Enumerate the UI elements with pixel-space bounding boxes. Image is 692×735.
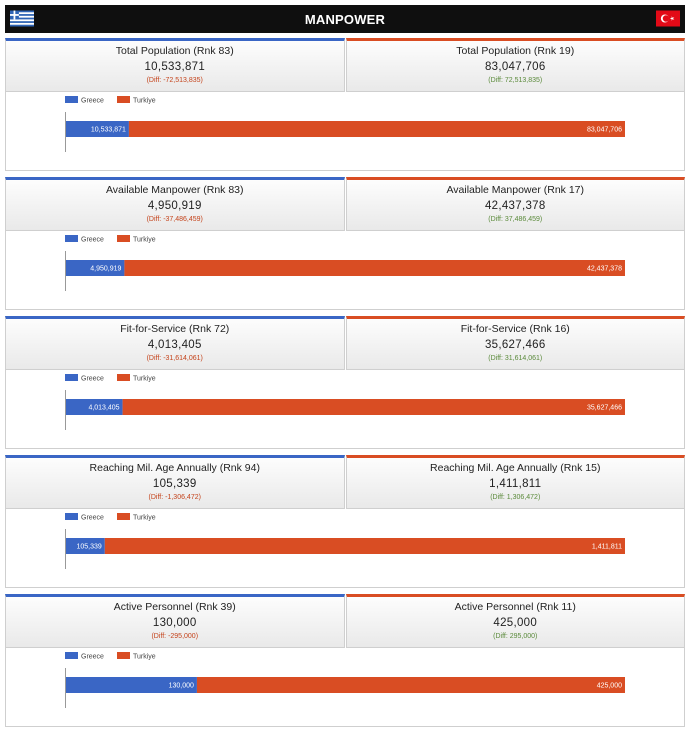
stat-label: Fit-for-Service (Rnk 16) (460, 323, 570, 335)
stat-value: 425,000 (493, 617, 538, 629)
turkey-flag-icon (656, 10, 680, 27)
stat-diff: (Diff: -1,306,472) (148, 494, 201, 501)
stat-diff: (Diff: -295,000) (151, 633, 199, 640)
data-label: 105,339 (76, 543, 102, 551)
stat-diff: (Diff: 72,513,835) (488, 77, 543, 84)
stat-label: Reaching Mil. Age Annually (Rnk 94) (89, 462, 260, 474)
panel-header (5, 5, 685, 33)
legend-swatch (65, 96, 78, 103)
page-title: MANPOWER (304, 11, 386, 27)
greece-flag-icon (10, 10, 34, 27)
greece-stat-card (5, 316, 345, 370)
bar (197, 677, 625, 693)
stat-value: 35,627,466 (484, 339, 546, 351)
stat-diff: (Diff: -37,486,459) (146, 216, 203, 223)
data-label: 4,950,919 (90, 265, 122, 273)
stat-label: Active Personnel (Rnk 39) (113, 601, 236, 613)
stat-section (5, 455, 685, 589)
data-label: 35,627,466 (586, 404, 622, 412)
legend-swatch (117, 374, 130, 381)
comparison-chart (5, 648, 685, 727)
stat-diff: (Diff: -72,513,835) (146, 77, 203, 84)
stat-diff: (Diff: 31,614,061) (488, 355, 543, 362)
stat-section (5, 177, 685, 311)
data-label: 130,000 (168, 682, 194, 690)
turkiye-stat-card (346, 594, 686, 648)
stat-value: 4,013,405 (147, 339, 202, 351)
data-label: 1,411,811 (591, 543, 622, 551)
greece-stat-card (5, 38, 345, 92)
data-label: 42,437,378 (586, 265, 622, 273)
stat-value: 83,047,706 (484, 61, 546, 73)
stat-label: Reaching Mil. Age Annually (Rnk 15) (430, 462, 601, 474)
stat-row (5, 38, 685, 92)
stat-value: 4,950,919 (147, 200, 202, 212)
stat-diff: (Diff: -31,614,061) (146, 355, 203, 362)
stat-value: 42,437,378 (484, 200, 546, 212)
legend-swatch (117, 513, 130, 520)
stat-value: 130,000 (152, 617, 197, 629)
stat-section (5, 38, 685, 172)
greece-stat-card (5, 455, 345, 509)
stat-label: Available Manpower (Rnk 17) (446, 184, 585, 196)
stat-label: Active Personnel (Rnk 11) (454, 601, 576, 613)
data-label: 83,047,706 (586, 126, 622, 134)
greece-stat-card (5, 177, 345, 231)
legend-swatch (117, 235, 130, 242)
legend-swatch (65, 235, 78, 242)
stat-label: Available Manpower (Rnk 83) (105, 184, 244, 196)
turkiye-stat-card (346, 316, 686, 370)
stat-value: 10,533,871 (144, 61, 206, 73)
stat-label: Total Population (Rnk 19) (456, 45, 575, 57)
bar-chart (6, 648, 684, 726)
bar (105, 538, 625, 554)
legend-label: Greece (81, 97, 104, 105)
stat-value: 105,339 (152, 478, 197, 490)
bar-chart (6, 231, 684, 309)
stat-row (5, 594, 685, 648)
legend-label: Turkiye (133, 97, 156, 105)
stat-diff: (Diff: 295,000) (493, 633, 538, 640)
legend-label: Greece (81, 653, 104, 661)
legend-swatch (65, 513, 78, 520)
bar (123, 399, 625, 415)
stat-label: Total Population (Rnk 83) (115, 45, 234, 57)
stat-section (5, 594, 685, 728)
legend-swatch (117, 96, 130, 103)
comparison-chart (5, 92, 685, 171)
data-label: 425,000 (596, 682, 622, 690)
turkiye-stat-card (346, 38, 686, 92)
comparison-chart (5, 509, 685, 588)
comparison-chart (5, 370, 685, 449)
stat-row (5, 455, 685, 509)
stat-diff: (Diff: 37,486,459) (488, 216, 543, 223)
comparison-chart (5, 231, 685, 310)
legend-label: Greece (81, 236, 104, 244)
legend-label: Turkiye (133, 375, 156, 383)
stat-row (5, 316, 685, 370)
legend-label: Turkiye (133, 236, 156, 244)
legend-swatch (117, 652, 130, 659)
bar-chart (6, 509, 684, 587)
stat-section (5, 316, 685, 450)
data-label: 4,013,405 (88, 404, 120, 412)
bar (129, 121, 625, 137)
legend-label: Turkiye (133, 514, 156, 522)
legend-label: Greece (81, 375, 104, 383)
bar-chart (6, 370, 684, 448)
legend-label: Turkiye (133, 653, 156, 661)
bar-chart (6, 92, 684, 170)
legend-label: Greece (81, 514, 104, 522)
turkiye-stat-card (346, 177, 686, 231)
legend-swatch (65, 374, 78, 381)
turkiye-stat-card (346, 455, 686, 509)
stat-value: 1,411,811 (489, 478, 542, 490)
bar (124, 260, 625, 276)
stat-row (5, 177, 685, 231)
data-label: 10,533,871 (90, 126, 126, 134)
greece-stat-card (5, 594, 345, 648)
legend-swatch (65, 652, 78, 659)
stat-label: Fit-for-Service (Rnk 72) (120, 323, 230, 335)
stat-diff: (Diff: 1,306,472) (490, 494, 541, 501)
manpower-panel (5, 5, 685, 728)
